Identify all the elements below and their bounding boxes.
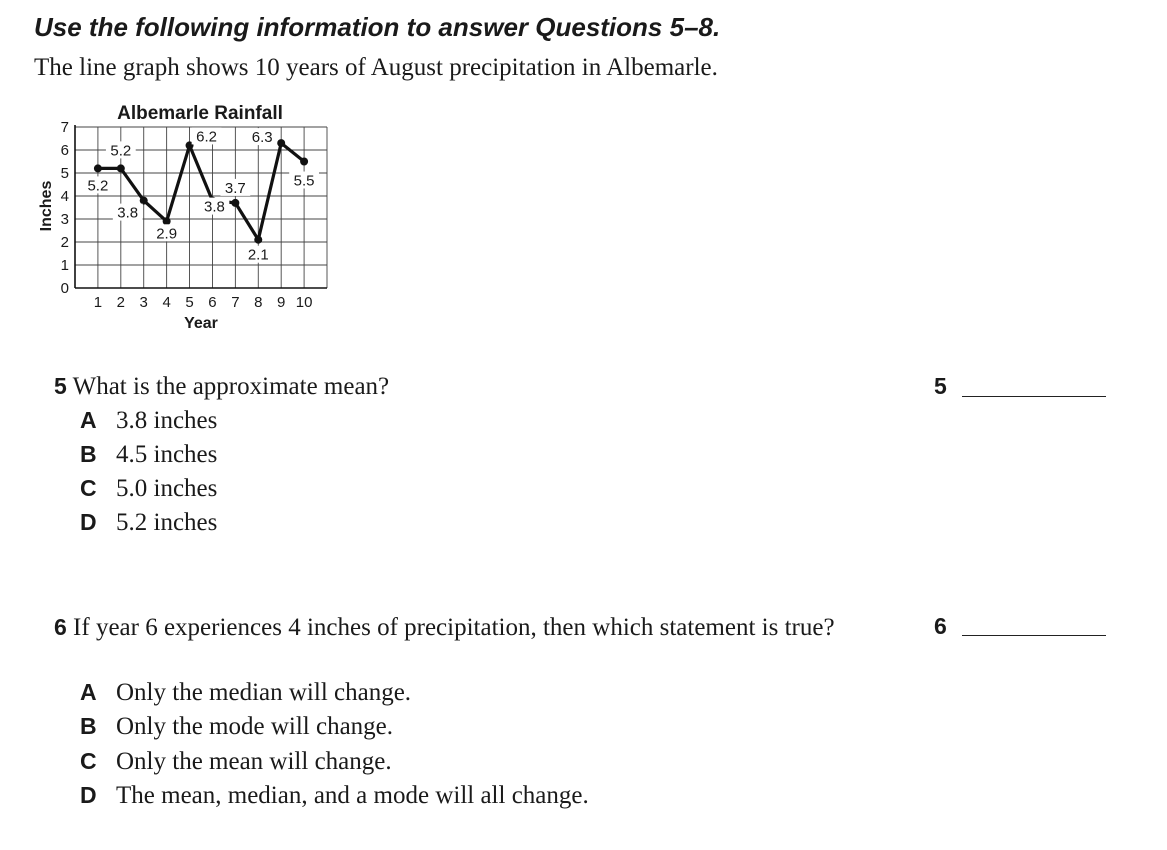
x-tick-label: 2 bbox=[116, 294, 125, 311]
data-point bbox=[140, 197, 148, 205]
x-tick-label: 3 bbox=[139, 294, 148, 311]
data-point bbox=[300, 158, 308, 166]
data-label: 3.8 bbox=[117, 204, 139, 222]
y-tick-label: 1 bbox=[60, 257, 69, 274]
question-6-choice-d[interactable] bbox=[80, 782, 589, 810]
data-point bbox=[94, 164, 102, 172]
intro-text: The line graph shows 10 years of August precipitation in Albemarle. bbox=[34, 54, 718, 81]
choice-text: Only the mean will change. bbox=[116, 748, 392, 775]
answer-5-blank[interactable] bbox=[962, 396, 1106, 397]
choice-letter: D bbox=[80, 509, 97, 535]
x-axis-label: Year bbox=[184, 315, 218, 332]
x-tick-label: 9 bbox=[277, 294, 286, 311]
x-tick-label: 1 bbox=[93, 294, 103, 311]
question-6-choice-b[interactable] bbox=[80, 713, 393, 741]
chart-title: Albemarle Rainfall bbox=[117, 103, 283, 124]
data-point bbox=[231, 199, 239, 207]
data-label: 2.9 bbox=[156, 225, 178, 243]
data-label: 2.1 bbox=[247, 246, 269, 264]
choice-letter: A bbox=[80, 679, 97, 705]
choice-letter: C bbox=[80, 748, 97, 774]
question-6-text: If year 6 experiences 4 inches of precipitation, then which statement is true? bbox=[73, 614, 835, 641]
data-label: 3.7 bbox=[224, 179, 246, 197]
y-tick-label: 0 bbox=[60, 280, 69, 297]
choice-text: 5.0 inches bbox=[116, 475, 218, 502]
question-5-text: What is the approximate mean? bbox=[72, 373, 390, 400]
data-point bbox=[277, 139, 285, 147]
choice-text: 5.2 inches bbox=[116, 509, 218, 536]
data-label: 5.5 bbox=[293, 172, 315, 190]
question-6-number: 6 bbox=[54, 614, 67, 640]
data-label: 5.2 bbox=[110, 142, 132, 160]
x-tick-label: 6 bbox=[208, 294, 217, 311]
y-tick-label: 6 bbox=[60, 142, 69, 159]
data-point bbox=[163, 217, 171, 225]
data-label: 6.3 bbox=[251, 129, 273, 147]
choice-letter: A bbox=[80, 407, 97, 433]
answer-6-number: 6 bbox=[934, 613, 947, 639]
y-tick-label: 2 bbox=[60, 234, 69, 251]
y-axis-label: Inches bbox=[38, 180, 55, 232]
choice-text: Only the mode will change. bbox=[116, 713, 394, 740]
x-tick-label: 5 bbox=[185, 294, 194, 311]
y-tick-label: 4 bbox=[60, 188, 69, 205]
choice-text: Only the median will change. bbox=[116, 679, 412, 706]
question-6-choice-a[interactable] bbox=[80, 679, 411, 707]
x-tick-label: 8 bbox=[254, 294, 263, 311]
question-5-choice-a[interactable] bbox=[80, 407, 217, 435]
choice-text: 3.8 inches bbox=[116, 407, 218, 434]
data-point bbox=[117, 164, 125, 172]
data-label: 3.8 bbox=[204, 198, 225, 216]
question-6 bbox=[54, 611, 844, 644]
answer-5-number: 5 bbox=[934, 373, 947, 399]
choice-text: 4.5 inches bbox=[116, 441, 218, 468]
x-tick-label: 4 bbox=[162, 294, 171, 311]
choice-letter: C bbox=[80, 475, 97, 501]
data-label: 5.2 bbox=[87, 177, 109, 195]
question-5-choice-c[interactable] bbox=[80, 475, 217, 503]
x-tick-label: 10 bbox=[295, 294, 313, 311]
x-tick-label: 7 bbox=[231, 294, 240, 311]
choice-letter: B bbox=[80, 713, 97, 739]
question-5-choice-d[interactable] bbox=[80, 509, 217, 537]
question-6-choice-c[interactable] bbox=[80, 748, 392, 776]
rainfall-line-chart bbox=[30, 98, 340, 338]
data-point bbox=[254, 236, 262, 244]
choice-letter: D bbox=[80, 782, 97, 808]
y-tick-label: 7 bbox=[60, 119, 69, 136]
y-tick-label: 5 bbox=[60, 165, 69, 182]
question-5-number: 5 bbox=[54, 373, 67, 399]
question-5-choice-b[interactable] bbox=[80, 441, 217, 469]
choice-letter: B bbox=[80, 441, 97, 467]
question-5 bbox=[54, 370, 844, 403]
section-heading: Use the following information to answer Questions 5–8. bbox=[34, 12, 721, 42]
choice-text: The mean, median, and a mode will all change. bbox=[116, 782, 589, 809]
answer-6-blank[interactable] bbox=[962, 635, 1106, 636]
y-tick-label: 3 bbox=[60, 211, 69, 228]
data-label: 6.2 bbox=[196, 128, 217, 146]
